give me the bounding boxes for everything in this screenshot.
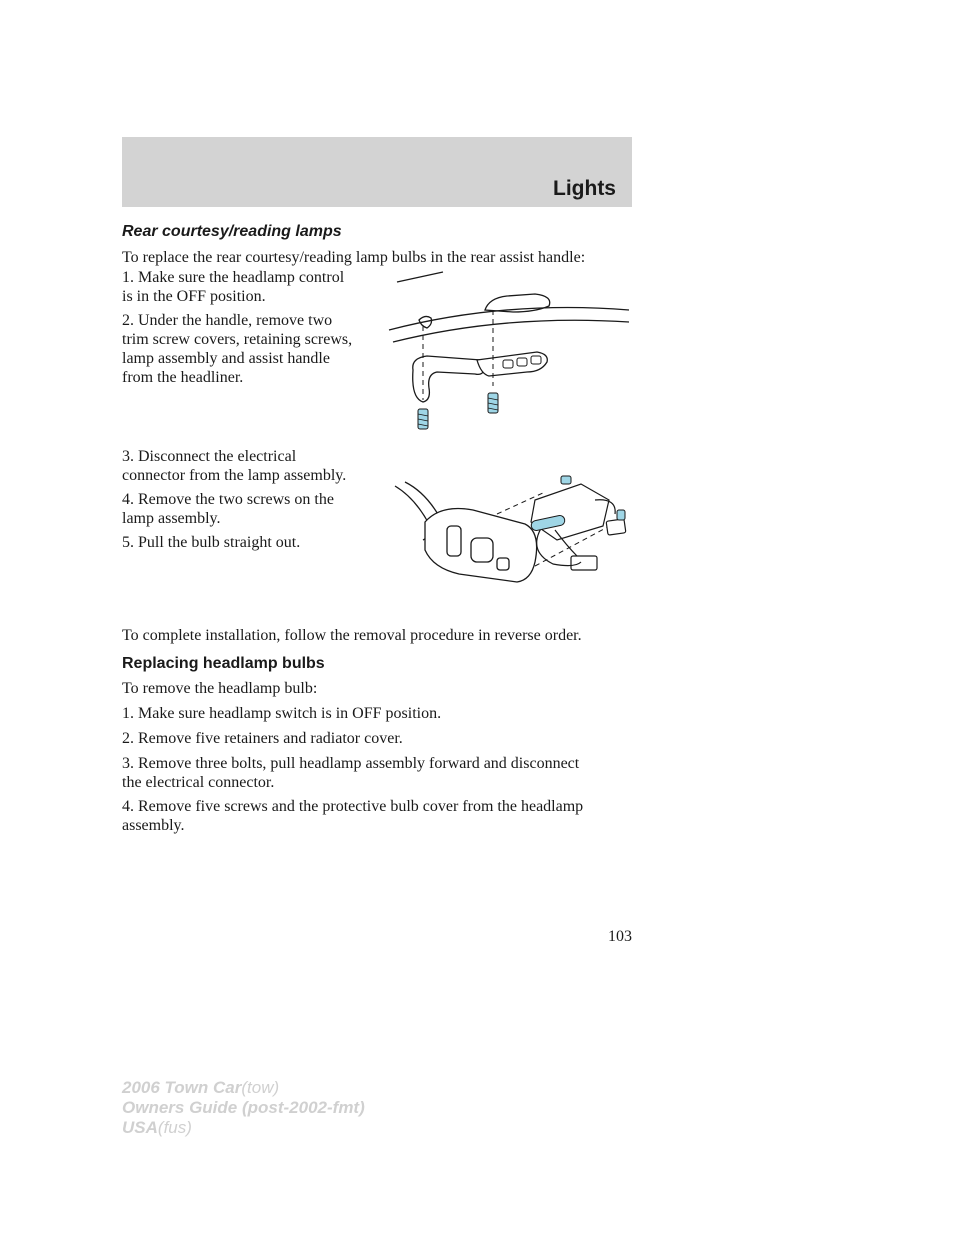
courtesy-step-3-line-2: connector from the lamp assembly.	[122, 467, 347, 484]
courtesy-heading: Rear courtesy/reading lamps	[122, 223, 342, 240]
footer-line-1	[122, 1078, 365, 1098]
courtesy-step-4-line-2: lamp assembly.	[122, 510, 221, 527]
courtesy-step-3-line-1: 3. Disconnect the electrical	[122, 448, 297, 465]
courtesy-step-2-line-2: trim screw covers, retaining screws,	[122, 331, 353, 348]
assist-handle-illustration	[385, 262, 635, 442]
page-number: 103	[608, 928, 632, 945]
headlamp-heading: Replacing headlamp bulbs	[122, 655, 325, 672]
headlamp-step-1: 1. Make sure headlamp switch is in OFF position.	[122, 705, 442, 722]
footer-market: USA	[122, 1118, 158, 1137]
courtesy-step-1-line-1: 1. Make sure the headlamp control	[122, 269, 345, 286]
courtesy-step-5: 5. Pull the bulb straight out.	[122, 534, 301, 551]
headlamp-step-4-line-1: 4. Remove five screws and the protective bulb cover from the headlamp	[122, 798, 584, 815]
courtesy-step-2-line-1: 2. Under the handle, remove two	[122, 312, 333, 329]
section-header-band	[122, 137, 632, 207]
footer-market-code: (fus)	[157, 1118, 192, 1137]
footer-model-code: (tow)	[241, 1078, 280, 1097]
footer-model: 2006 Town Car	[122, 1078, 242, 1097]
footer-line-2	[122, 1098, 365, 1118]
section-title: Lights	[553, 177, 616, 200]
footer-line-3	[122, 1118, 365, 1138]
lamp-assembly-illustration	[385, 470, 635, 610]
footer-guide: Owners Guide (post-2002-fmt)	[122, 1098, 365, 1117]
headlamp-intro: To remove the headlamp bulb:	[122, 680, 318, 697]
courtesy-step-4-line-1: 4. Remove the two screws on the	[122, 491, 334, 508]
headlamp-step-3-line-1: 3. Remove three bolts, pull headlamp assembly forward and disconnect	[122, 755, 580, 772]
headlamp-step-2: 2. Remove five retainers and radiator cover.	[122, 730, 403, 747]
footer	[122, 1078, 365, 1138]
courtesy-outro: To complete installation, follow the removal procedure in reverse order.	[122, 627, 582, 644]
courtesy-step-2-line-4: from the headliner.	[122, 369, 244, 386]
headlamp-step-3-line-2: the electrical connector.	[122, 774, 275, 791]
courtesy-step-2-line-3: lamp assembly and assist handle	[122, 350, 330, 367]
headlamp-step-4-line-2: assembly.	[122, 817, 185, 834]
courtesy-step-1-line-2: is in the OFF position.	[122, 288, 266, 305]
courtesy-intro: To replace the rear courtesy/reading lamp bulbs in the rear assist handle:	[122, 249, 586, 266]
